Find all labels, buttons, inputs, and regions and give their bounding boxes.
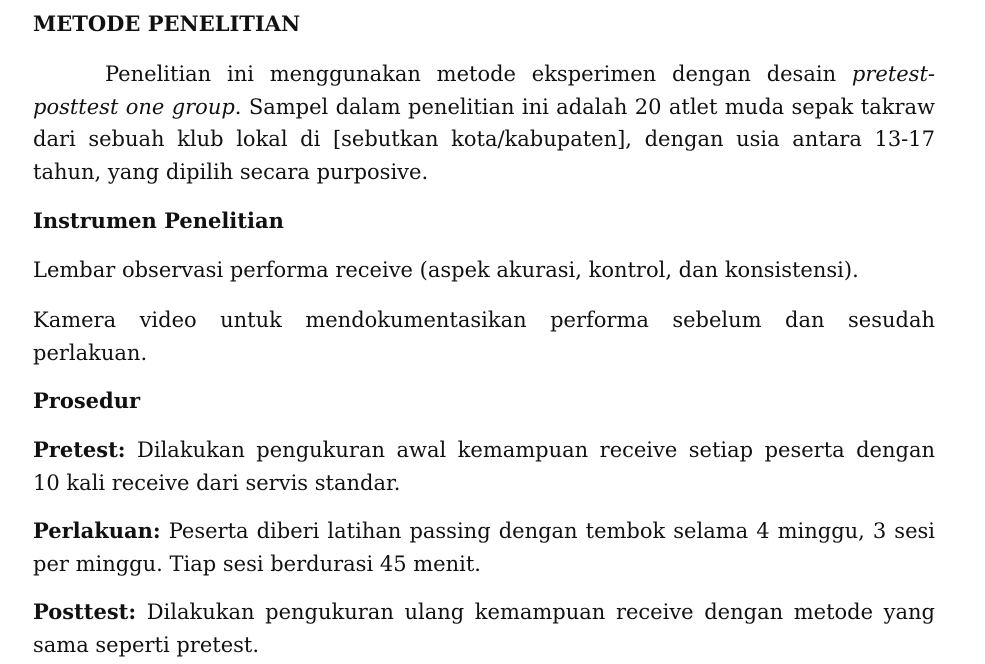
posttest-label: Posttest: bbox=[33, 599, 137, 624]
instrumen-item-1 bbox=[33, 254, 935, 287]
instrumen-item-2 bbox=[33, 304, 935, 369]
prosedur-perlakuan bbox=[33, 515, 935, 580]
intro-line-2 bbox=[33, 91, 935, 124]
posttest-text-1: Dilakukan pengukuran ulang kemampuan receive dengan metode yang bbox=[136, 600, 935, 624]
intro-italic-1: pretest- bbox=[851, 62, 935, 86]
posttest-line-2: sama seperti pretest. bbox=[33, 632, 260, 657]
pretest-label: Pretest: bbox=[33, 437, 126, 462]
intro-line-1 bbox=[33, 58, 935, 91]
intro-text-2: . Sampel dalam penelitian ini adalah 20 atlet muda sepak takraw bbox=[234, 94, 935, 119]
pretest-line-1 bbox=[33, 434, 935, 467]
prosedur-pretest bbox=[33, 434, 935, 499]
intro-italic-2: posttest one group bbox=[33, 94, 235, 119]
section-heading-metode: METODE PENELITIAN bbox=[33, 11, 301, 36]
intro-line-4: tahun, yang dipilih secara purposive. bbox=[33, 159, 429, 184]
intro-line-3: dari sebuah klub lokal di [sebutkan kota/kabupaten], dengan usia antara 13-17 bbox=[33, 127, 935, 151]
pretest-text-1: Dilakukan pengukuran awal kemampuan receive setiap peserta dengan bbox=[125, 438, 935, 462]
intro-paragraph bbox=[33, 58, 935, 188]
perlakuan-line-2: per minggu. Tiap sesi berdurasi 45 menit. bbox=[33, 551, 481, 576]
instrumen-2-line-1: Kamera video untuk mendokumentasikan performa sebelum dan sesudah bbox=[33, 308, 935, 332]
prosedur-posttest bbox=[33, 596, 935, 661]
perlakuan-text-1: Peserta diberi latihan passing dengan tembok selama 4 minggu, 3 sesi bbox=[160, 519, 935, 543]
perlakuan-line-1 bbox=[33, 515, 935, 548]
intro-text-1: Penelitian ini menggunakan metode eksperimen dengan desain bbox=[105, 62, 852, 86]
section-heading-instrumen: Instrumen Penelitian bbox=[33, 208, 284, 233]
pretest-line-2: 10 kali receive dari servis standar. bbox=[33, 470, 401, 495]
instrumen-line-1: Lembar observasi performa receive (aspek akurasi, kontrol, dan konsistensi). bbox=[33, 258, 859, 282]
perlakuan-label: Perlakuan: bbox=[33, 518, 161, 543]
section-heading-prosedur: Prosedur bbox=[33, 388, 141, 413]
posttest-line-1 bbox=[33, 596, 935, 629]
instrumen-2-line-2: perlakuan. bbox=[33, 340, 148, 365]
